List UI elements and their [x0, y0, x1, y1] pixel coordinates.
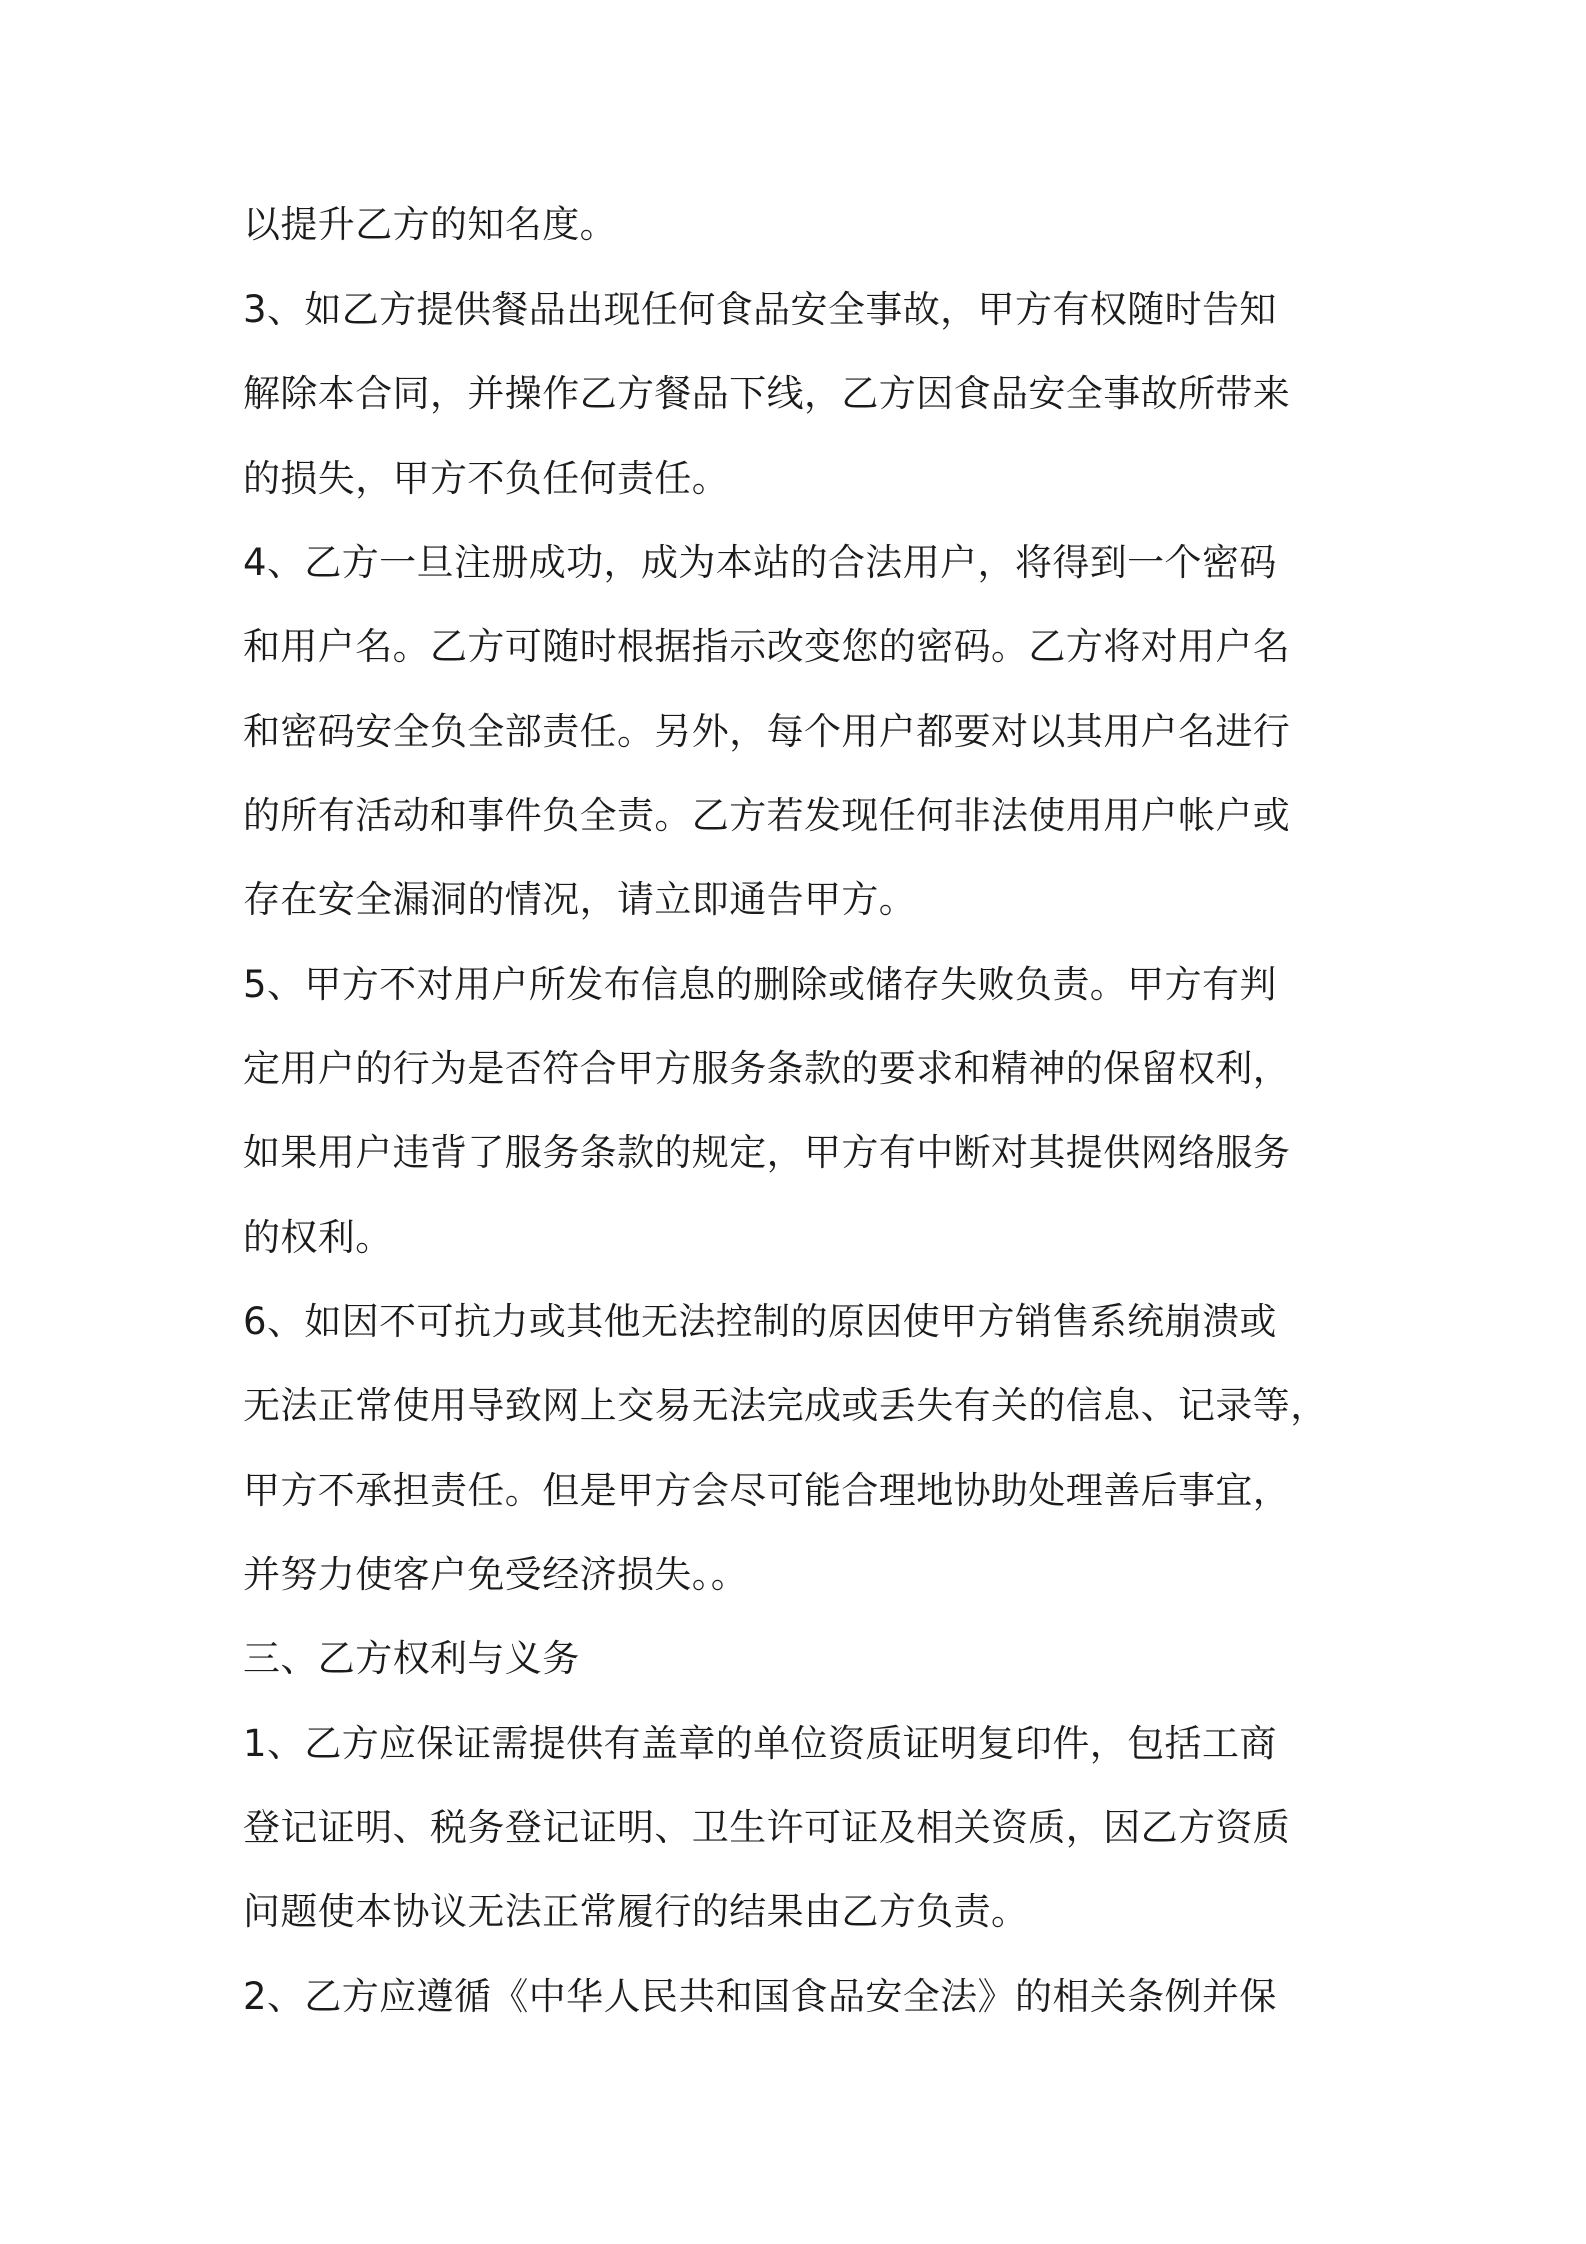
paragraph-line: 和用户名。乙方可随时根据指示改变您的密码。乙方将对用户名 [243, 625, 1291, 668]
paragraph-line: 3、如乙方提供餐品出现任何食品安全事故，甲方有权随时告知 [243, 288, 1277, 331]
paragraph-line: 问题使本协议无法正常履行的结果由乙方负责。 [243, 1890, 1029, 1933]
paragraph-line: 并努力使客户免受经济损失。。 [243, 1553, 749, 1596]
paragraph-line: 2、乙方应遵循《中华人民共和国食品安全法》的相关条例并保 [243, 1975, 1277, 2018]
paragraph-line: 以提升乙方的知名度。 [243, 203, 617, 246]
paragraph-line: 的权利。 [243, 1216, 393, 1259]
paragraph-line: 登记证明、税务登记证明、卫生许可证及相关资质，因乙方资质 [243, 1806, 1291, 1849]
paragraph-line: 的损失，甲方不负任何责任。 [243, 457, 730, 500]
paragraph-line: 5、甲方不对用户所发布信息的删除或储存失败负责。甲方有判 [243, 963, 1277, 1006]
paragraph-line: 的所有活动和事件负全责。乙方若发现任何非法使用用户帐户或 [243, 794, 1291, 837]
paragraph-line: 存在安全漏洞的情况，请立即通告甲方。 [243, 878, 917, 921]
paragraph-line: 定用户的行为是否符合甲方服务条款的要求和精神的保留权利， [243, 1047, 1291, 1090]
paragraph-line: 如果用户违背了服务条款的规定，甲方有中断对其提供网络服务 [243, 1131, 1291, 1174]
paragraph-line: 4、乙方一旦注册成功，成为本站的合法用户，将得到一个密码 [243, 541, 1277, 584]
paragraph-line: 无法正常使用导致网上交易无法完成或丢失有关的信息、记录等， [243, 1384, 1328, 1427]
section-heading: 三、乙方权利与义务 [243, 1637, 580, 1680]
paragraph-line: 甲方不承担责任。但是甲方会尽可能合理地协助处理善后事宜， [243, 1469, 1291, 1512]
paragraph-line: 6、如因不可抗力或其他无法控制的原因使甲方销售系统崩溃或 [243, 1300, 1277, 1343]
paragraph-line: 解除本合同，并操作乙方餐品下线，乙方因食品安全事故所带来 [243, 372, 1291, 415]
paragraph-line: 和密码安全负全部责任。另外，每个用户都要对以其用户名进行 [243, 710, 1291, 753]
paragraph-line: 1、乙方应保证需提供有盖章的单位资质证明复印件，包括工商 [243, 1722, 1277, 1765]
